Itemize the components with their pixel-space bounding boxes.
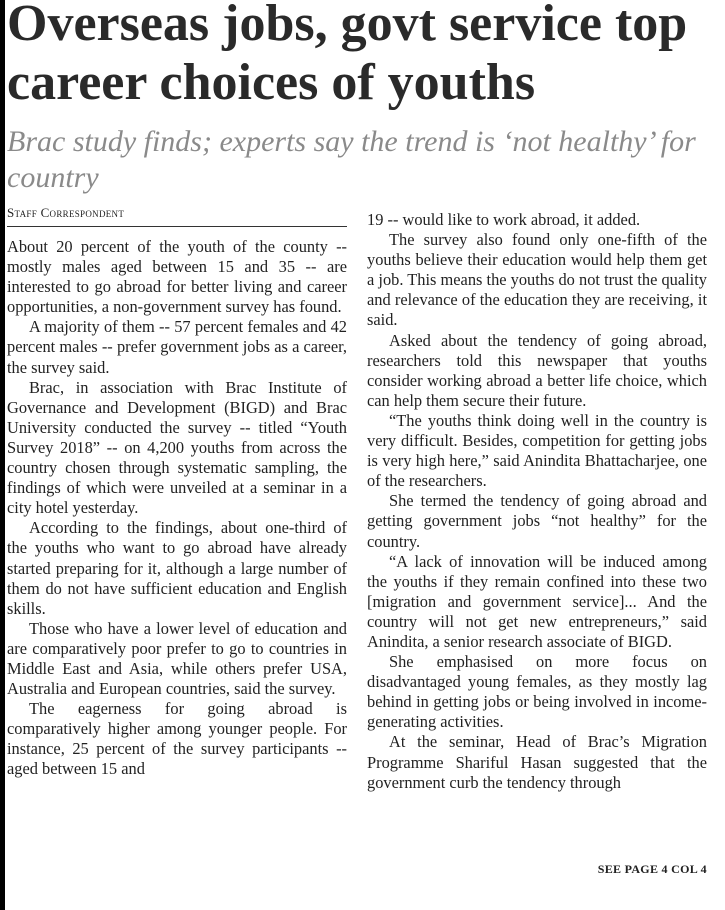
paragraph: Brac, in association with Brac Institute of Governance and Development (BIGD) and Brac University conducted the survey -- titled “Youth Survey 2018” -- on 4,200 youths from across the country chosen through systematic sampling, the findings of which were unveiled at a seminar in a city hotel yesterday. [7,377,347,518]
paragraph: She termed the tendency of going abroad and getting government jobs “not healthy” for the country. [367,491,707,551]
byline: Staff Correspondent [7,205,347,227]
article-column-1 [7,237,347,780]
paragraph: The eagerness for going abroad is comparatively higher among younger people. For instance, 25 percent of the survey participants -- aged between 15 and [7,699,347,779]
paragraph: The survey also found only one-fifth of the youths believe their education would help them get a job. This means the youths do not trust the quality and relevance of the education they are receiving, it said. [367,230,707,330]
article-column-2 [367,210,707,793]
left-border [0,0,5,910]
paragraph: She emphasised on more focus on disadvantaged young females, as they mostly lag behind in getting jobs or being involved in income-generating activities. [367,652,707,732]
paragraph: A majority of them -- 57 percent females and 42 percent males -- prefer government jobs as a career, the survey said. [7,317,347,377]
paragraph: 19 -- would like to work abroad, it added. [367,210,641,229]
paragraph: About 20 percent of the youth of the county -- mostly males aged between 15 and 35 -- are interested to go abroad for better living and career opportunities, a non-government survey has found. [7,237,347,317]
paragraph: Asked about the tendency of going abroad, researchers told this newspaper that youths consider working abroad a better life choice, which can help them secure their future. [367,330,707,410]
paragraph: At the seminar, Head of Brac’s Migration Programme Shariful Hasan suggested that the government curb the tendency through [367,732,707,792]
paragraph: “A lack of innovation will be induced among the youths if they remain confined into these two [migration and government service]... And the country will not get new entrepreneurs,” said Anindita, a senior research associate of BIGD. [367,551,707,651]
paragraph: According to the findings, about one-third of the youths who want to go abroad have already started preparing for it, although a large number of them do not have sufficient education and English skills. [7,518,347,618]
headline: Overseas jobs, govt service top career choices of youths [7,0,688,111]
continued-on-reference: SEE PAGE 4 COL 4 [597,862,707,876]
subheadline: Brac study finds; experts say the trend is ‘not healthy’ for country [7,125,696,194]
paragraph: “The youths think doing well in the country is very difficult. Besides, competition for getting jobs is very high here,” said Anindita Bhattacharjee, one of the researchers. [367,410,707,491]
paragraph: Those who have a lower level of education and are comparatively poor prefer to go to countries in Middle East and Asia, while others prefer USA, Australia and European countries, said the survey. [7,618,347,699]
